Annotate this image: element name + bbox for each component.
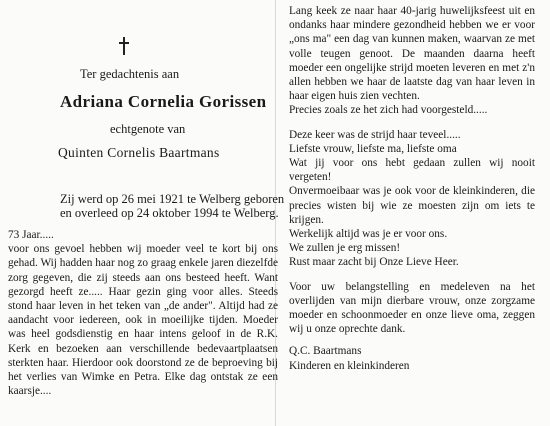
poem-line: Onvermoeibaar was je ook voor de kleinkinderen, die precies wisten bij wie ze moesten zijn om iets te krijgen. (289, 185, 535, 226)
birth-line: Zij werd op 26 mei 1921 te Welberg geboren (60, 192, 285, 206)
farewell-paragraph-end: Precies zoals ze het zich had voorgesteld..... (289, 104, 488, 117)
memorial-paragraph: voor ons gevoel hebben wij moeder veel te kort bij ons gehad. Wij hadden haar nog zo graag enkele jaren diezelfde zorg gegeven, die zij steeds aan ons besteed heeft. Want gezorgd heeft ze..... Haar gezin ging voor alles. Steeds stond haar leven in het teken van „de ander". Altijd had ze aandacht voor iedereen, ook in moeilijke tijden. Moeder was heel godsdienstig en haar intens geloof in de R.K. Kerk en bezoeken aan verschillende bedevaartplaatsen sterkten haar. Hierdoor ook doorstond ze de beproeving bij het verlies van Wimke en Petra. Elke dag ontstak ze een kaarsje.... (8, 243, 278, 398)
age-line: 73 Jaar..... (8, 229, 54, 241)
intro-text: Ter gedachtenis aan (80, 67, 180, 81)
death-line: en overleed op 24 oktober 1994 te Welberg. (60, 206, 279, 221)
spouse-label: echtgenote van (110, 122, 186, 136)
right-panel (289, 4, 535, 373)
signature-name: Q.C. Baartmans (289, 345, 362, 358)
left-body-text (8, 228, 278, 398)
cross-icon (117, 36, 131, 56)
poem-line: We zullen je erg missen! (289, 242, 401, 255)
farewell-paragraph: Lang keek ze naar haar 40-jarig huwelijksfeest uit en ondanks haar mindere gezondheid hebben we er voor „ons ma" een dag van kunnen maken, waarvan ze met volle teugen genoot. De maanden daarna heeft moeder een ongelijke strijd moeten leveren en met z'n allen hebben we haar de laatste dag van haar leven in haar eigen huis zien vechten. (289, 5, 535, 103)
poem-line: Deze keer was de strijd haar teveel..... (289, 128, 461, 141)
thanks-paragraph: Voor uw belangstelling en medeleven na het overlijden van mijn dierbare vrouw, onze zorgzame moeder en schoonmoeder en onze lieve oma, zeggen wij u onze oprechte dank. (289, 280, 535, 336)
poem-line: Liefste vrouw, liefste ma, liefste oma (289, 142, 457, 155)
life-dates (60, 192, 284, 220)
signature-family: Kinderen en kleinkinderen (289, 359, 410, 372)
deceased-name: Adriana Cornelia Gorissen (60, 92, 267, 111)
spouse-name: Quinten Cornelis Baartmans (58, 145, 220, 160)
poem-line: Werkelijk altijd was je er voor ons. (289, 228, 448, 241)
poem-line: Rust maar zacht bij Onze Lieve Heer. (289, 256, 459, 269)
poem-line: Wat jij voor ons hebt gedaan zullen wij nooit vergeten! (289, 157, 535, 184)
